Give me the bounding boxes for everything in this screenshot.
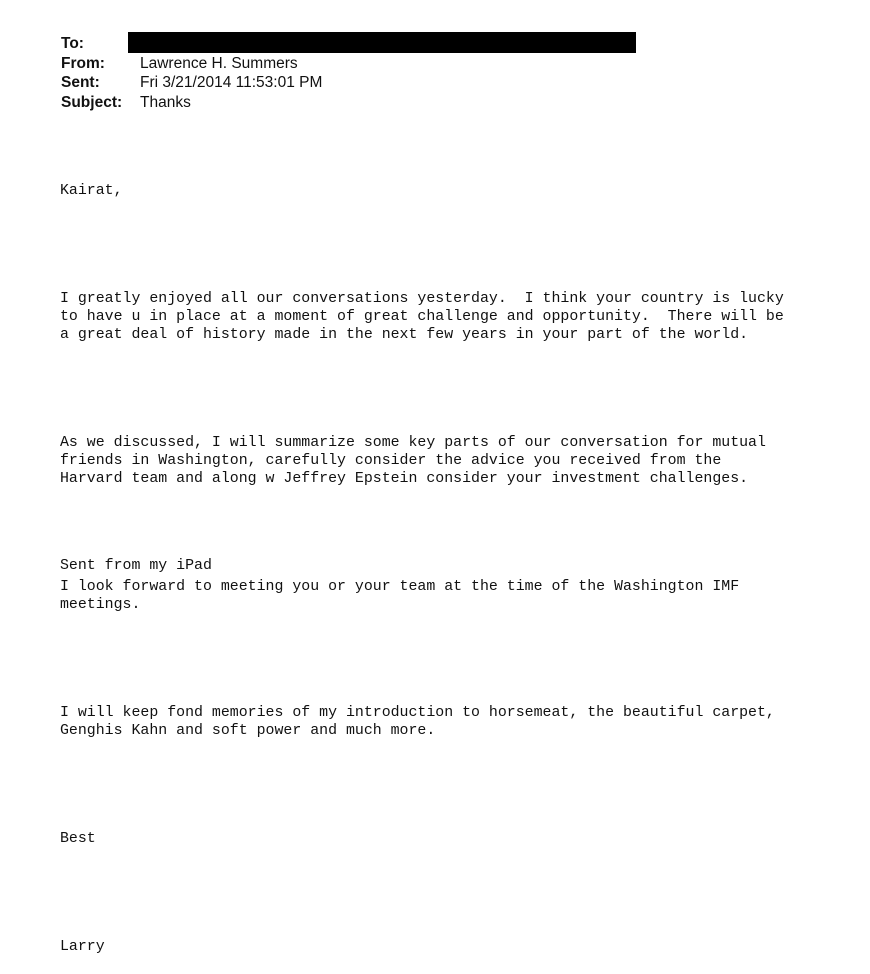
body-paragraph-2: As we discussed, I will summarize some key parts of our conversation for mutual friends in Washington, carefully consider the advice you received from the Harvard team and along w Jeffrey Epstein consider your investment challenges.: [60, 435, 766, 487]
subject-value: Thanks: [140, 93, 191, 111]
body-paragraph-4: I will keep fond memories of my introduction to horsemeat, the beautiful carpet, Genghis Kahn and soft power and much more.: [60, 705, 775, 739]
sent-row: [61, 73, 322, 93]
body-paragraph-1: I greatly enjoyed all our conversations yesterday. I think your country is lucky to have u in place at a moment of great challenge and opportunity. There will be a great deal of history made in the next few years in your part of the world.: [60, 291, 784, 343]
to-label: To:: [61, 35, 84, 52]
body-paragraph-3: I look forward to meeting you or your team at the time of the Washington IMF meetings.: [60, 579, 740, 613]
closing: Best: [60, 831, 96, 847]
from-value: Lawrence H. Summers: [140, 54, 298, 72]
from-row: [61, 54, 322, 74]
sent-label: Sent:: [61, 74, 100, 91]
signature: Larry: [60, 939, 105, 955]
redaction-bar: [128, 32, 636, 53]
from-label: From:: [61, 54, 105, 72]
greeting: Kairat,: [60, 183, 123, 199]
cutoff-footer-text: Sent from my iPad: [60, 558, 212, 574]
subject-label: Subject:: [61, 93, 123, 111]
sent-value: Fri 3/21/2014 11:53:01 PM: [140, 74, 323, 91]
subject-row: [61, 93, 322, 113]
